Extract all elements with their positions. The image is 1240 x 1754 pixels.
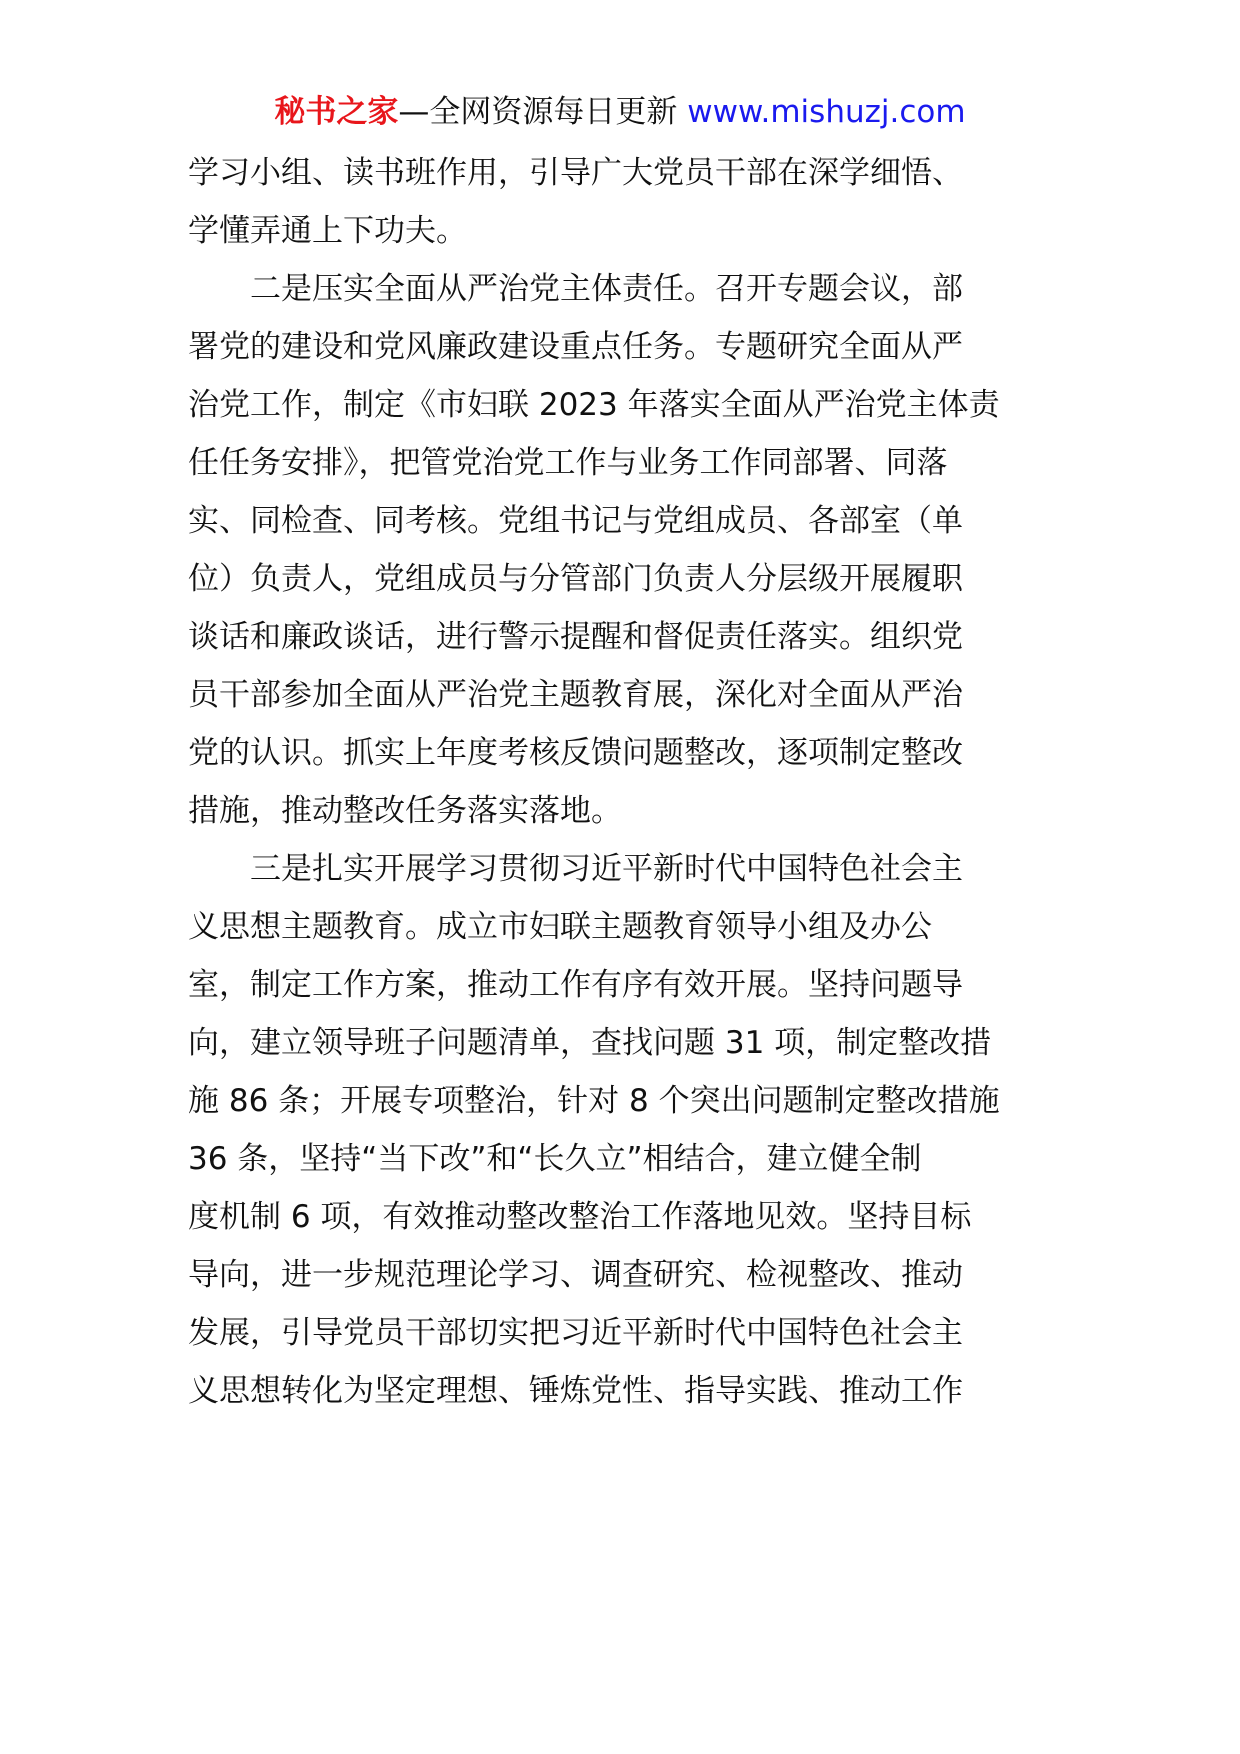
text-line: 发展，引导党员干部切实把习近平新时代中国特色社会主 (188, 1315, 963, 1351)
text-line: 任任务安排》，把管党治党工作与业务工作同部署、同落 (188, 445, 948, 481)
text-line: 党的认识。抓实上年度考核反馈问题整改，逐项制定整改 (188, 735, 963, 771)
header-tagline: —全网资源每日更新 (398, 94, 678, 130)
text-line: 度机制 6 项，有效推动整改整治工作落地见效。坚持目标 (188, 1199, 972, 1235)
paragraph-start-line: 二是压实全面从严治党主体责任。召开专题会议，部 (250, 271, 963, 307)
text-line: 位）负责人，党组成员与分管部门负责人分层级开展履职 (188, 561, 963, 597)
text-line: 署党的建设和党风廉政建设重点任务。专题研究全面从严 (188, 329, 963, 365)
text-line: 义思想主题教育。成立市妇联主题教育领导小组及办公 (188, 909, 932, 945)
text-line: 学习小组、读书班作用，引导广大党员干部在深学细悟、 (188, 155, 963, 191)
text-line: 向，建立领导班子问题清单，查找问题 31 项，制定整改措 (188, 1025, 992, 1061)
site-header (0, 92, 1240, 132)
brand-name: 秘书之家 (274, 94, 399, 130)
site-url-link[interactable]: www.mishuzj.com (687, 94, 966, 130)
paragraph-start-line: 三是扎实开展学习贯彻习近平新时代中国特色社会主 (250, 851, 963, 887)
text-line: 室，制定工作方案，推动工作有序有效开展。坚持问题导 (188, 967, 963, 1003)
text-line: 学懂弄通上下功夫。 (188, 213, 467, 249)
text-line: 谈话和廉政谈话，进行警示提醒和督促责任落实。组织党 (188, 619, 963, 655)
text-line: 实、同检查、同考核。党组书记与党组成员、各部室（单 (188, 503, 963, 539)
text-line: 施 86 条；开展专项整治，针对 8 个突出问题制定整改措施 (188, 1083, 1000, 1119)
text-line: 义思想转化为坚定理想、锤炼党性、指导实践、推动工作 (188, 1373, 963, 1409)
text-line: 36 条，坚持“当下改”和“长久立”相结合，建立健全制 (188, 1141, 922, 1177)
text-line: 员干部参加全面从严治党主题教育展，深化对全面从严治 (188, 677, 963, 713)
text-line: 导向，进一步规范理论学习、调查研究、检视整改、推动 (188, 1257, 963, 1293)
text-line: 治党工作，制定《市妇联 2023 年落实全面从严治党主体责 (188, 387, 1000, 423)
text-line: 措施，推动整改任务落实落地。 (188, 793, 622, 829)
